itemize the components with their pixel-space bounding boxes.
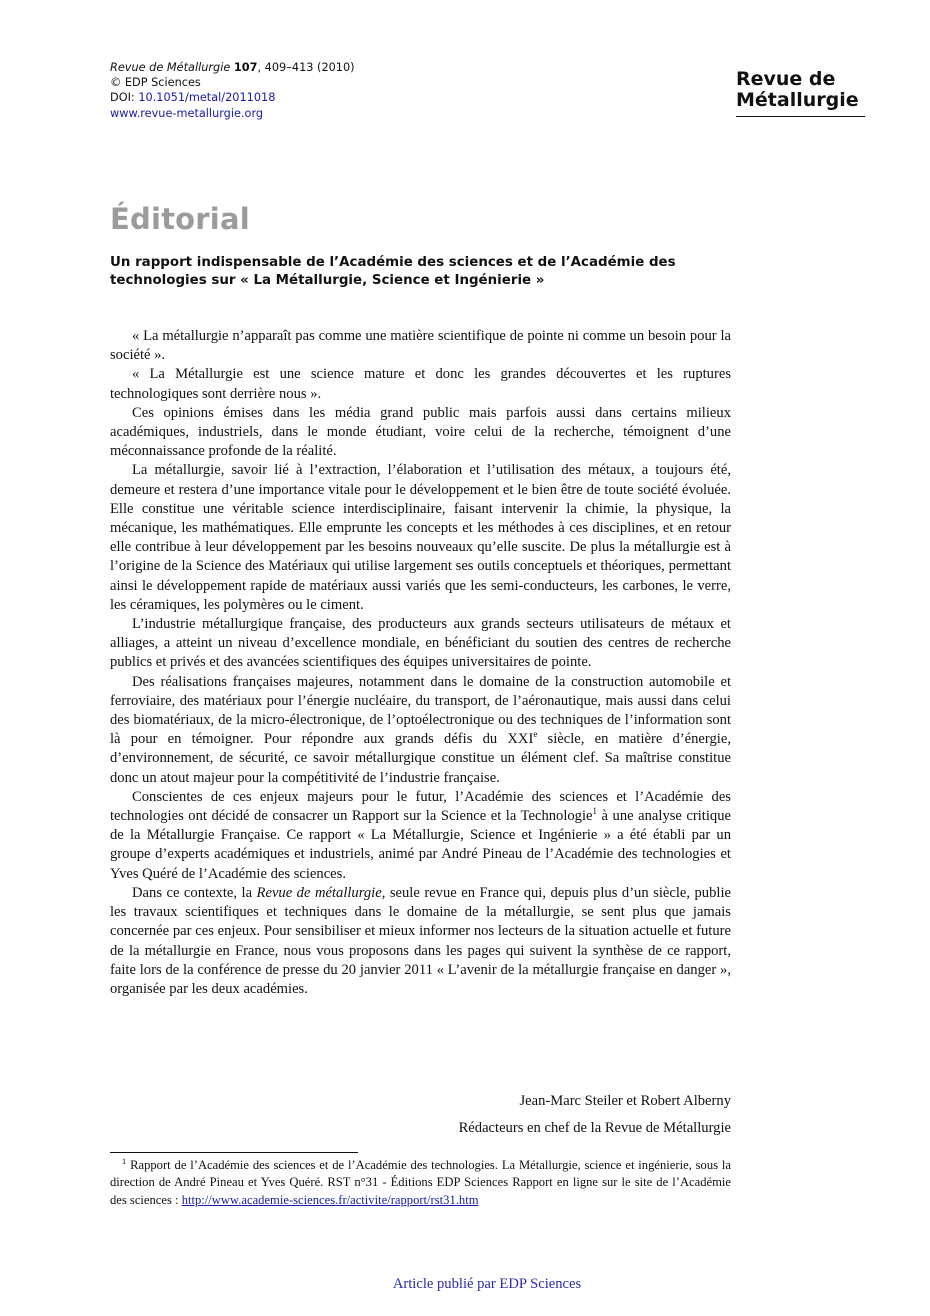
paragraph-8 [110,884,731,999]
paragraph-8-part-2: , seule revue en France qui, depuis plus d’un siècle, publie les travaux scientifiques et techniques dans le domaine de la métallurgie, se sent plus que jamais concernée par ces enjeux. Pour sensibiliser et mieux informer nos lecteurs de la situation actuelle et future de la métallurgie en France, nous vous proposons dans les pages qui suivent la synthèse de ce rapport, faite lors de la conférence de presse du 20 janvier 2011 « L’avenir de la métallurgie française en danger », organisée par les deux académies. [110,884,731,997]
doi-link[interactable]: 10.1051/metal/2011018 [138,91,276,105]
paragraph-2: « La Métallurgie est une science mature et donc les grandes découvertes et les ruptures technologiques sont derrière nous ». [110,366,731,402]
footnote-marker: 1 [122,1156,127,1166]
article-body [110,327,731,999]
journal-name-italic: Revue de métallurgie [256,884,382,901]
article-metadata [110,60,530,121]
paragraph-6-part-2: siècle, en matière d’énergie, d’environnement, de sécurité, ce savoir métallurgique constitue un élément clef. Sa maîtrise constitue donc un atout majeur pour la compétitivité de l’industrie française. [110,731,731,786]
century-superscript: e [533,729,538,740]
paragraph-8-part-1: Dans ce contexte, la [132,884,257,901]
section-title: Éditorial [110,202,250,236]
journal-website-link[interactable]: www.revue-metallurgie.org [110,106,264,120]
footnote [110,1157,731,1209]
publisher-footer-link[interactable]: Article publié par EDP Sciences [392,1276,582,1292]
footnote-url-link[interactable]: http://www.academie-sciences.fr/activite/rapport/rst31.htm [181,1192,479,1207]
pages-year: , 409–413 (2010) [257,61,355,74]
paragraph-6 [110,673,731,788]
signature-role: Rédacteurs en chef de la Revue de Métallurgie [458,1120,731,1136]
footnote-divider [110,1152,358,1153]
signature-authors: Jean-Marc Steiler et Robert Alberny [519,1093,731,1109]
paragraph-1: « La métallurgie n’apparaît pas comme une matière scientifique de pointe ni comme un besoin pour la société ». [110,328,731,364]
journal-logo [736,69,865,117]
doi-label: DOI: [110,91,139,105]
paragraph-6-part-1: Des réalisations françaises majeures, notamment dans le domaine de la construction automobile et ferroviaire, des matériaux pour l’énergie nucléaire, du transport, de l’aéronautique, mais aussi dans celui des biomatériaux, de la micro-électronique, de l’optoélectronique ou des techniques de l’information sont là pour en témoigner. Pour répondre aux grands défis du XXI [110,673,731,748]
footnote-text: Rapport de l’Académie des sciences et de l’Académie des technologies. La Métallurgie, science et ingénierie, sous la direction de André Pineau et Yves Quéré. RST n°31 - Éditions EDP Sciences Rapport en ligne sur le site de l’Académie des sciences : [110,1158,731,1207]
paragraph-3: Ces opinions émises dans les média grand public mais parfois aussi dans certains milieux académiques, industriels, dans le monde étudiant, voire celui de la recherche, témoignent d’une méconnaissance profonde de la réalité. [110,404,731,460]
doi-line [110,90,530,105]
citation-line [110,60,530,75]
paragraph-7-part-2: à une analyse critique de la Métallurgie Française. Ce rapport « La Métallurgie, Science et Ingénierie » a été établi par un groupe d’experts académiques et industriels, animé par André Pineau de l’Académie des technologies et Yves Quéré de l’Académie des sciences. [110,808,731,882]
paragraph-5: L’industrie métallurgique française, des producteurs aux grands secteurs utilisateurs de métaux et alliages, a atteint un niveau d’excellence mondiale, en bénéficiant du soutien des centres de recherche publics et privés et des avancées scientifiques des équipes universitaires de pointe. [110,616,731,671]
journal-name: Revue de Métallurgie [110,61,231,74]
paragraph-7-part-1: Conscientes de ces enjeux majeurs pour le futur, l’Académie des sciences et l’Académie des technologies ont décidé de consacrer un Rapport sur la Science et la Technologie [110,788,731,825]
paragraph-4: La métallurgie, savoir lié à l’extraction, l’élaboration et l’utilisation des métaux, a toujours été, demeure et restera d’une importance vitale pour le développement et le bien être de toute société évoluée. Elle constitue une véritable science interdisciplinaire, faisant intervenir la chimie, la physique, la mécanique, les mathématiques. Elle emprunte les concepts et les méthodes à ces disciplines, et en retour elle contribue à leur développement par les besoins nouveaux qu’elle suscite. De plus la métallurgie est à l’origine de la Science des Matériaux qui utilise largement ses outils conceptuels et théoriques, permettant ainsi le développement rapide de matériaux aussi variés que les semi-conducteurs, les carbones, le verre, les céramiques, les polymères ou le ciment. [110,462,731,613]
journal-logo-line-2: Métallurgie [736,89,859,111]
article-title: Un rapport indispensable de l’Académie des sciences et de l’Académie des technologies sur « La Métallurgie, Science et Ingénierie » [110,255,676,288]
paragraph-7 [110,788,731,884]
journal-logo-line-1: Revue de [736,68,836,90]
volume-number: 107 [233,61,258,74]
copyright: © EDP Sciences [110,76,201,90]
footnote-reference[interactable]: 1 [592,806,598,817]
